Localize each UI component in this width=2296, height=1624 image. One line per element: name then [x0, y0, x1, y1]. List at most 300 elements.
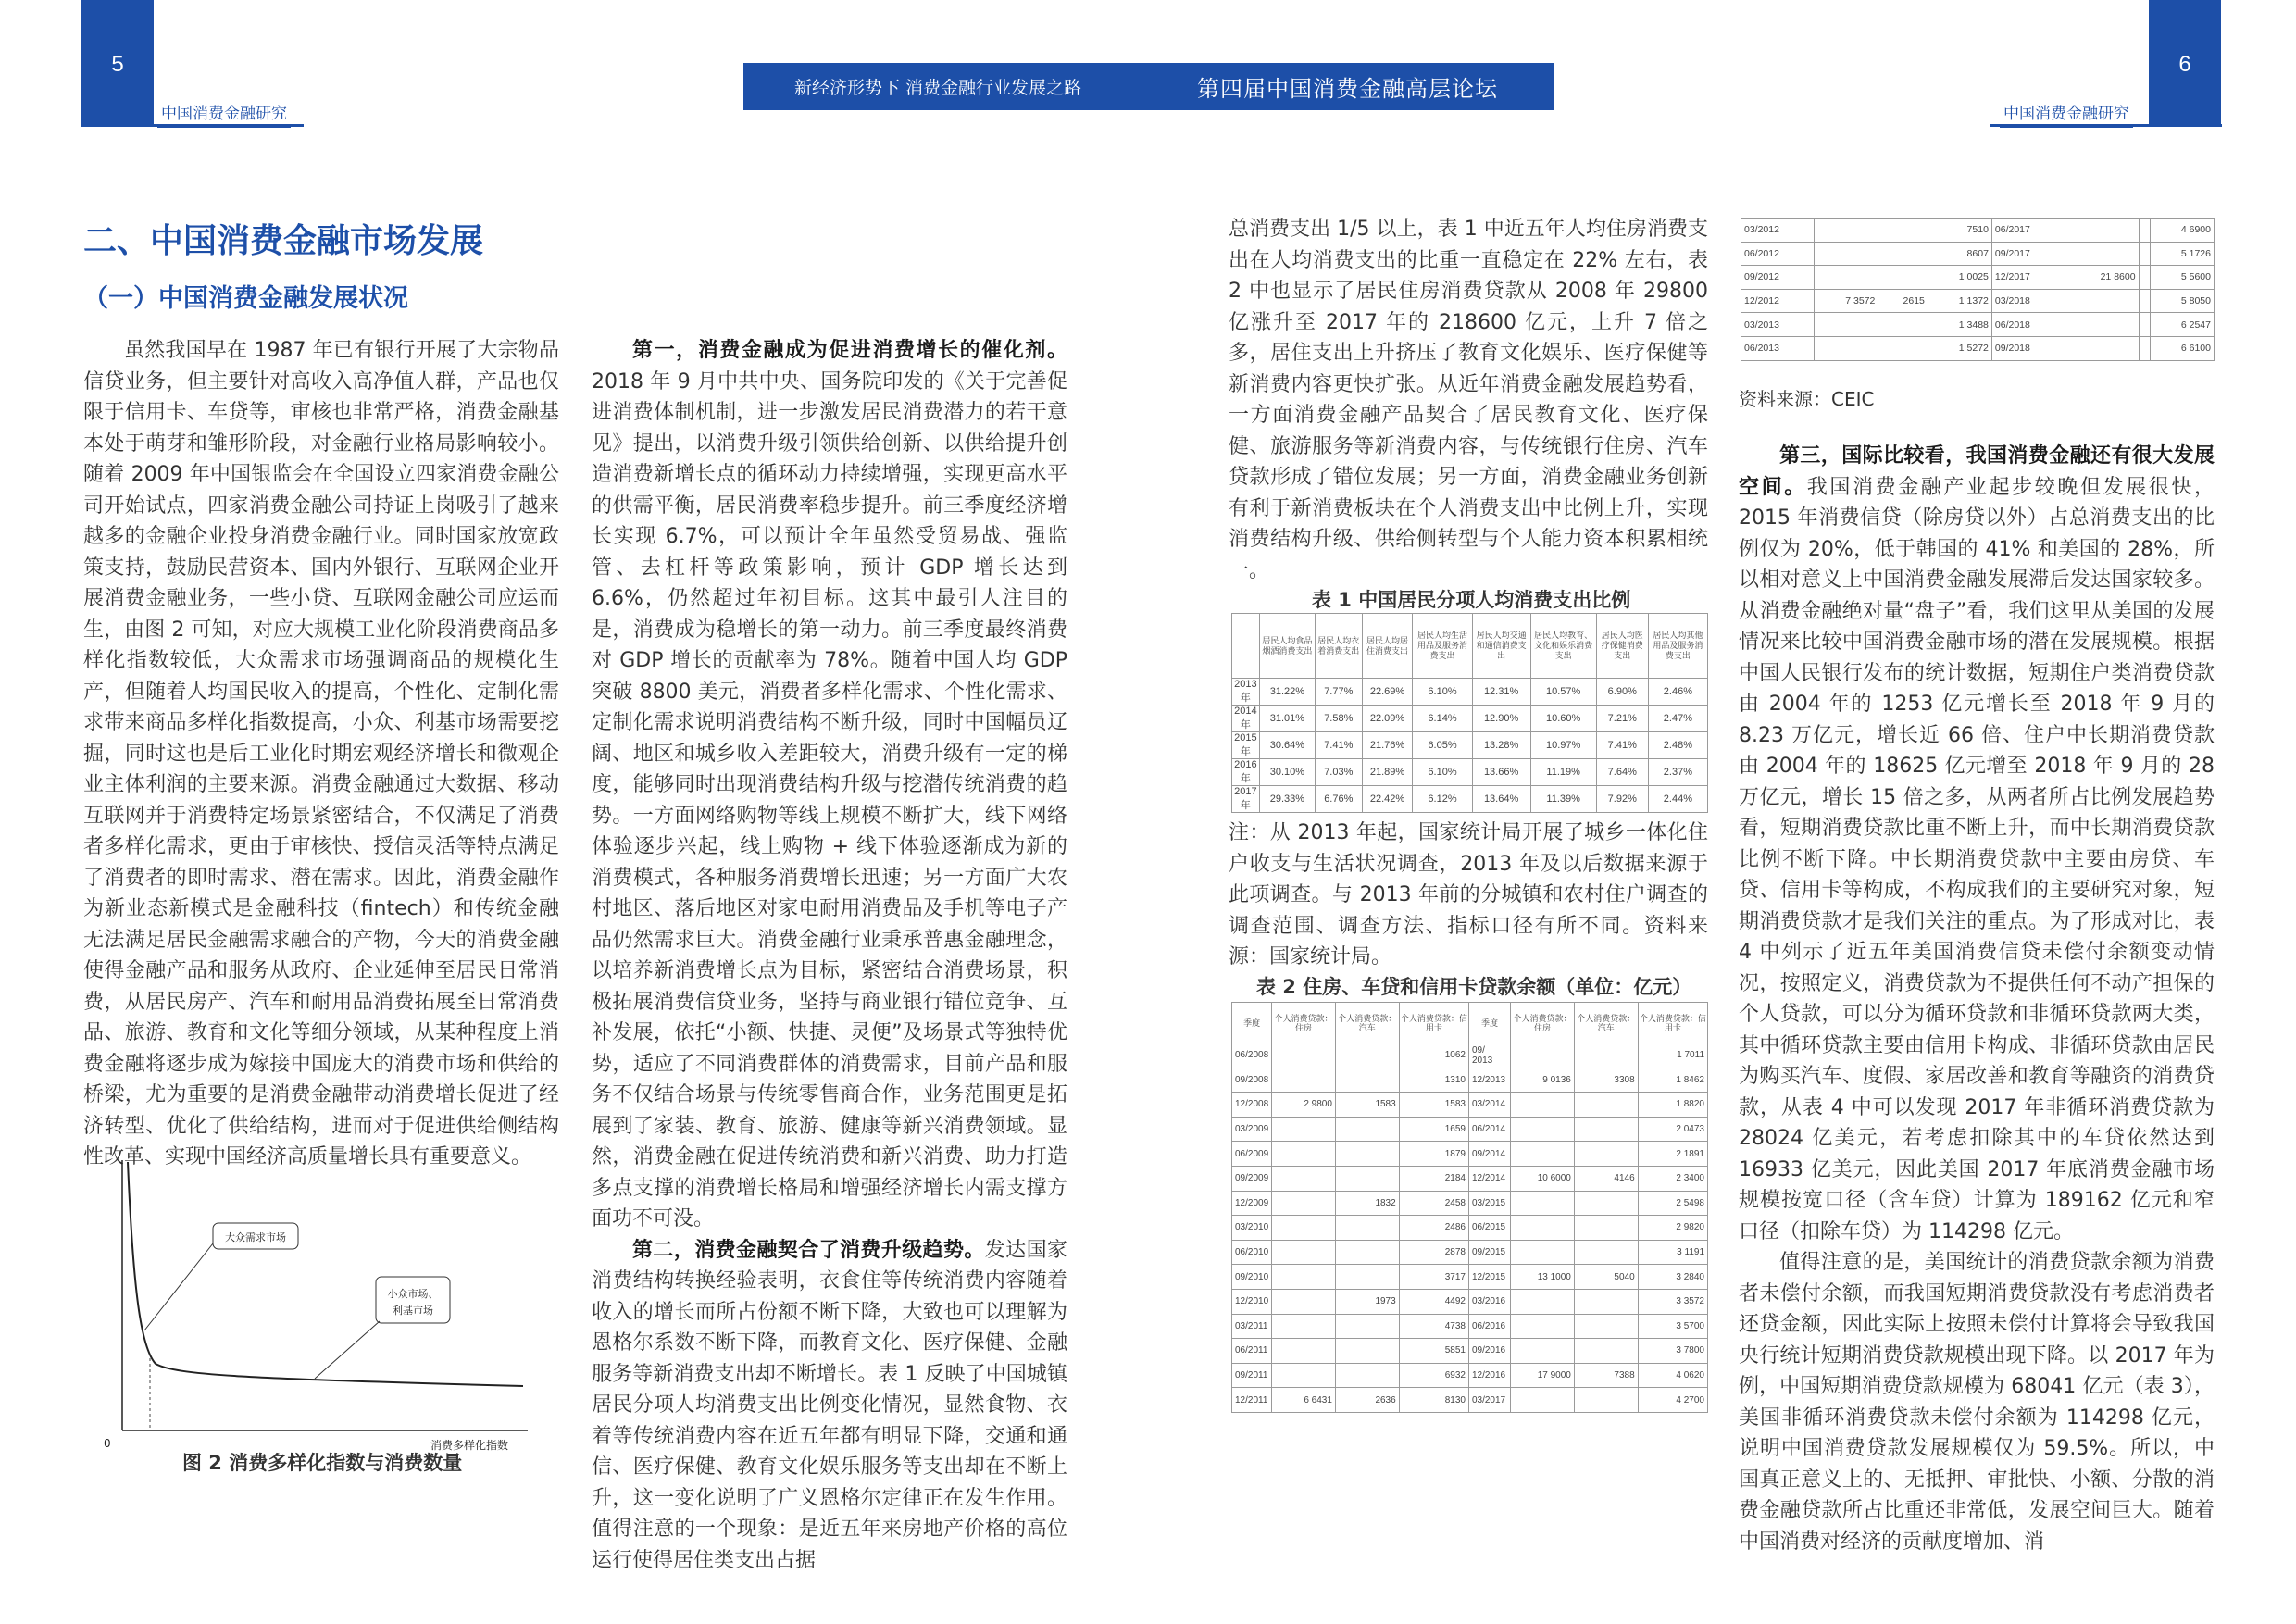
table-header-cell: 居民人均交通和通信消费支出 — [1472, 614, 1530, 679]
table-cell — [2139, 242, 2150, 266]
table-cell: 3308 — [1574, 1068, 1638, 1093]
table-cell: 12/2016 — [1468, 1363, 1510, 1388]
brand-label-left: 中国消费金融研究 — [157, 100, 291, 128]
table-cell: 03/2017 — [1468, 1388, 1510, 1413]
table-1-note: 注：从 2013 年起，国家统计局开展了城乡一体化住户收支与生活状况调查，2013 年及以后数据来源于此项调查。与 2013 年前的分城镇和农村住户调查的调查范围、调查方法、指标口径有所不同。资料来源：国家统计局。 — [1229, 821, 1708, 968]
origin-label: 0 — [104, 1437, 111, 1450]
table-cell: 1 8462 — [1638, 1068, 1707, 1093]
figure-2-chart — [102, 1153, 537, 1458]
table-cell: 2015 年 — [1232, 732, 1260, 759]
table-row — [1232, 1363, 1708, 1388]
table-cell: 09/2008 — [1232, 1068, 1272, 1093]
table-cell: 2.37% — [1648, 759, 1707, 786]
table-header-cell: 居民人均其他用品及服务消费支出 — [1648, 614, 1707, 679]
table-cell: 1583 — [1335, 1093, 1399, 1118]
paragraph-body: 我国消费金融产业起步较晚但发展很快，2015 年消费信贷（除房贷以外）占总消费支出的比例仅为 20%，低于韩国的 41% 和美国的 28%，所以相对意义上中国消费金融发展滞后发达国家较多。从消费金融绝对量“盘子”看，我们这里从美国的发展情况来比较中国消费金融市场的潜在发展规模。根据中国人民银行发布的统计数据，短期住户类消费贷款由 2004 年的 1253 亿元增长至 2018 年 9 月的 8.23 万亿元，增长近 66 倍、住户中长期消费贷款由 2004 年的 18625 亿元增至 2018 年 9 月的 28 万亿元，增长 15 倍之多，从两者所占比例发展趋势看，短期消费贷款比重不断上升，而中长期消费贷款比例不断下降。中长期消费贷款中主要由房贷、车贷、信用卡等构成，不构成我们的主要研究对象，短期消费贷款才是我们关注的重点。为了形成对比，表 4 中列示了近五年美国消费信贷未偿付余额变动情况，按照定义，消费贷款为不提供任何不动产担保的个人贷款，可以分为循环贷款和非循环贷款两大类，其中循环贷款主要由信用卡构成、非循环贷款由居民为购买汽车、度假、家居改善和教育等融资的消费贷款，从表 4 中可以发现 2017 年非循环消费贷款为 28024 亿美元，若考虑扣除其中的车贷依然达到 16933 亿美元，因此美国 2017 年底消费金融市场规模按宽口径（含车贷）计算为 189162 亿元和窄口径（扣除车贷）为 114298 亿元。 — [1739, 475, 2215, 1243]
table-row — [1232, 1142, 1708, 1167]
table-cell: 06/2017 — [1991, 219, 2065, 243]
table-1 — [1231, 613, 1708, 813]
x-axis-label: 消费多样化指数 — [430, 1439, 509, 1452]
section-subtitle: （一）中国消费金融发展状况 — [83, 284, 408, 313]
table-cell — [1335, 1117, 1399, 1142]
table-cell — [1878, 219, 1928, 243]
table-header-cell: 个人消费贷款：信用卡 — [1399, 1003, 1468, 1043]
table-cell: 10 6000 — [1511, 1166, 1575, 1191]
table-cell: 2 5498 — [1638, 1191, 1707, 1216]
table-row — [1232, 1093, 1708, 1118]
table-cell — [2065, 242, 2139, 266]
table-cell: 2486 — [1399, 1216, 1468, 1241]
table-cell: 09/2011 — [1232, 1363, 1272, 1388]
table-cell — [1272, 1043, 1336, 1068]
table-cell: 3 2840 — [1638, 1265, 1707, 1290]
table-cell: 2 9800 — [1272, 1093, 1336, 1118]
table-cell: 6.12% — [1413, 786, 1472, 813]
table-cell: 3717 — [1399, 1265, 1468, 1290]
page-number-right: 6 — [2149, 0, 2221, 126]
table-cell: 5 8050 — [2150, 289, 2214, 313]
table-header-cell: 个人消费贷款：汽车 — [1335, 1003, 1399, 1043]
paragraph-1 — [592, 335, 1067, 1235]
table-cell: 06/2014 — [1468, 1117, 1510, 1142]
table-cell — [1272, 1339, 1336, 1364]
table-cell — [1335, 1043, 1399, 1068]
table-cell: 12/2008 — [1232, 1093, 1272, 1118]
table-row — [1741, 289, 2215, 313]
table-cell: 1062 — [1399, 1043, 1468, 1068]
table-cell: 2636 — [1335, 1388, 1399, 1413]
header-divider-right — [1990, 124, 2222, 127]
table-cell: 13.64% — [1472, 786, 1530, 813]
table-cell: 09/2016 — [1468, 1339, 1510, 1364]
table-cell: 8130 — [1399, 1388, 1468, 1413]
table-cell: 06/2018 — [1991, 313, 2065, 337]
pointer-mass — [144, 1243, 213, 1330]
table-header-cell: 居民人均衣着消费支出 — [1316, 614, 1363, 679]
banner-subtitle: 新经济形势下 消费金融行业发展之路 — [794, 78, 1082, 98]
table-cell: 2 3400 — [1638, 1166, 1707, 1191]
demand-curve — [128, 1162, 523, 1386]
table-cell — [2139, 313, 2150, 337]
table-cell: 3 3572 — [1638, 1289, 1707, 1314]
table-header-cell: 季度 — [1468, 1003, 1510, 1043]
table-cell — [1574, 1240, 1638, 1265]
table-header-cell: 个人消费贷款：住房 — [1511, 1003, 1575, 1043]
table-row — [1232, 1289, 1708, 1314]
table-cell: 2013 年 — [1232, 679, 1260, 706]
table-cell: 10.60% — [1530, 706, 1596, 732]
table-cell: 6.76% — [1316, 786, 1363, 813]
table-2-caption: 表 2 住房、车贷和信用卡贷款余额（单位：亿元） — [1256, 976, 1692, 998]
table-cell: 22.69% — [1362, 679, 1413, 706]
table-cell: 06/2010 — [1232, 1240, 1272, 1265]
column-4 — [1739, 441, 2215, 1557]
table-cell: 06/2011 — [1232, 1339, 1272, 1364]
table-cell: 7 3572 — [1815, 289, 1878, 313]
table-cell: 6.10% — [1413, 759, 1472, 786]
table-cell — [2065, 313, 2139, 337]
table-cell — [1815, 313, 1878, 337]
table-cell: 2 9820 — [1638, 1216, 1707, 1241]
table-cell: 5040 — [1574, 1265, 1638, 1290]
table-cell: 1973 — [1335, 1289, 1399, 1314]
table-cell: 5 1726 — [2150, 242, 2214, 266]
table-cell — [1272, 1191, 1336, 1216]
y-axis-label — [102, 1157, 104, 1213]
table-cell — [1335, 1142, 1399, 1167]
table-cell — [1574, 1043, 1638, 1068]
table-cell: 09/2014 — [1468, 1142, 1510, 1167]
table-cell: 2.46% — [1648, 679, 1707, 706]
table-cell: 03/2016 — [1468, 1289, 1510, 1314]
table-cell: 1583 — [1399, 1093, 1468, 1118]
table-cell — [1272, 1068, 1336, 1093]
table-cell — [1272, 1216, 1336, 1241]
table-cell: 2615 — [1878, 289, 1928, 313]
table-cell: 03/2011 — [1232, 1314, 1272, 1339]
table-cell: 1879 — [1399, 1142, 1468, 1167]
table-cell — [1335, 1314, 1399, 1339]
table-cell: 3 1191 — [1638, 1240, 1707, 1265]
paragraph-lead: 第一，消费金融成为促进消费增长的催化剂。 — [632, 339, 1067, 362]
table-cell: 7388 — [1574, 1363, 1638, 1388]
table-cell — [2139, 219, 2150, 243]
table-cell: 4146 — [1574, 1166, 1638, 1191]
table-2-continued — [1741, 218, 2215, 361]
table-cell: 7.58% — [1316, 706, 1363, 732]
table-cell — [1511, 1142, 1575, 1167]
table-cell: 3 7800 — [1638, 1339, 1707, 1364]
table-header-cell: 居民人均医疗保健消费支出 — [1596, 614, 1648, 679]
table-header-row — [1232, 614, 1708, 679]
section-title: 二、中国消费金融市场发展 — [83, 222, 484, 260]
label-niche-line-1: 小众市场、 — [387, 1288, 439, 1300]
table-header-row — [1232, 1003, 1708, 1043]
table-cell: 09/2015 — [1468, 1240, 1510, 1265]
table-cell — [1335, 1068, 1399, 1093]
table-cell: 03/2015 — [1468, 1191, 1510, 1216]
table-cell: 12.31% — [1472, 679, 1530, 706]
table-cell: 30.10% — [1259, 759, 1315, 786]
table-cell: 7.64% — [1596, 759, 1648, 786]
table-cell: 6 2547 — [2150, 313, 2214, 337]
table-cell: 29.33% — [1259, 786, 1315, 813]
table-cell — [1511, 1314, 1575, 1339]
table-cell: 8607 — [1928, 242, 1991, 266]
table-row — [1232, 1191, 1708, 1216]
table-cell — [1272, 1314, 1336, 1339]
table-cell: 12/2010 — [1232, 1289, 1272, 1314]
table-cell: 2.44% — [1648, 786, 1707, 813]
table-cell: 4 0620 — [1638, 1363, 1707, 1388]
table-cell — [1511, 1216, 1575, 1241]
table-row — [1741, 219, 2215, 243]
table-header-cell: 居民人均教育、文化和娱乐消费支出 — [1530, 614, 1596, 679]
table-cell: 2014 年 — [1232, 706, 1260, 732]
table-cell: 1 7011 — [1638, 1043, 1707, 1068]
table-header-cell: 居民人均生活用品及服务消费支出 — [1413, 614, 1472, 679]
table-cell: 2.47% — [1648, 706, 1707, 732]
table-cell: 2 1891 — [1638, 1142, 1707, 1167]
table-cell — [1272, 1166, 1336, 1191]
table-cell — [1815, 336, 1878, 360]
paragraph-2 — [592, 1235, 1067, 1577]
table-cell: 06/2016 — [1468, 1314, 1510, 1339]
page-number-left: 5 — [81, 0, 154, 126]
table-cell: 12/2014 — [1468, 1166, 1510, 1191]
table-cell — [1335, 1166, 1399, 1191]
table-cell: 4492 — [1399, 1289, 1468, 1314]
table-cell: 10.97% — [1530, 732, 1596, 759]
table-cell: 09/2018 — [1991, 336, 2065, 360]
table-cell: 5851 — [1399, 1339, 1468, 1364]
table-cell: 6 6431 — [1272, 1388, 1336, 1413]
table-cell — [1878, 313, 1928, 337]
table-cell: 7510 — [1928, 219, 1991, 243]
column-1 — [83, 335, 559, 1173]
table-cell: 22.09% — [1362, 706, 1413, 732]
paragraph-body: 2018 年 9 月中共中央、国务院印发的《关于完善促进消费体制机制，进一步激发居民消费潜力的若干意见》提出，以消费升级引领供给创新、以供给提升创造消费新增长点的循环动力持续增强，实现更高水平的供需平衡，居民消费率稳步提升。前三季度经济增长实现 6.7%，可以预计全年虽然受贸易战、强监管、去杠杆等政策影响，预计 GDP 增长达到 6.6%，仍然超过年初目标。这其中最引人注目的是，消费成为稳增长的第一动力。前三季度最终消费对 GDP 增长的贡献率为 78%。随着中国人均 GDP 突破 8800 美元，消费者多样化需求、个性化需求、定制化需求说明消费结构不断升级，同时中国幅员辽阔、地区和城乡收入差距较大，消费升级有一定的梯度，能够同时出现消费结构升级与挖潜传统消费的趋势。一方面网络购物等线上规模不断扩大，线下网络体验逐步兴起，线上购物 + 线下体验逐渐成为新的消费模式，各种服务消费增长迅速；另一方面广大农村地区、落后地区对家电耐用消费品及手机等电子产品仍然需求巨大。消费金融行业秉承普惠金融理念，以培养新消费增长点为目标，紧密结合消费场景，积极拓展消费信贷业务，坚持与商业银行错位竞争、互补发展，依托“小额、快捷、灵便”及场景式等独特优势，适应了不同消费群体的消费需求，目前产品和服务不仅结合场景与传统零售商合作，业务范围更是拓展到了家装、教育、旅游、健康等新兴消费领域。显然，消费金融在促进传统消费和新兴消费、助力打造多点支撑的消费增长格局和增强经济增长内需支撑方面功不可没。 — [592, 369, 1067, 1230]
label-mass-market: 大众需求市场 — [225, 1231, 286, 1243]
table-cell: 09/2010 — [1232, 1265, 1272, 1290]
table-cell: 2017 年 — [1232, 786, 1260, 813]
table-cell: 6.90% — [1596, 679, 1648, 706]
figure-2-caption: 图 2 消费多样化指数与消费数量 — [182, 1452, 463, 1474]
table-cell: 06/2015 — [1468, 1216, 1510, 1241]
table-row — [1232, 1339, 1708, 1364]
table-cell — [1335, 1265, 1399, 1290]
table-cell — [1815, 219, 1878, 243]
table-cell — [1574, 1216, 1638, 1241]
table-cell: 7.21% — [1596, 706, 1648, 732]
table-row — [1232, 1216, 1708, 1241]
paragraph: 虽然我国早在 1987 年已有银行开展了大宗物品信贷业务，但主要针对高收入高净值人群，产品也仅限于信用卡、车贷等，审核也非常严格，消费金融基本处于萌芽和雏形阶段，对金融行业格局影响较小。随着 2009 年中国银监会在全国设立四家消费金融公司开始试点，四家消费金融公司持证上岗吸引了越来越多的金融企业投身消费金融行业。同时国家放宽政策支持，鼓励民营资本、国内外银行、互联网企业开展消费金融业务，一些小贷、互联网金融公司应运而生，由图 2 可知，对应大规模工业化阶段消费商品多样化指数较低，大众需求市场强调商品的规模化生产，但随着人均国民收入的提高，个性化、定制化需求带来商品多样化指数提高，小众、利基市场需要挖掘，同时这也是后工业化时期宏观经济增长和微观企业主体利润的主要来源。消费金融通过大数据、移动互联网并于消费特定场景紧密结合，不仅满足了消费者多样化需求，更由于审核快、授信灵活等特点满足了消费者的即时需求、潜在需求。因此，消费金融作为新业态新模式是金融科技（fintech）和传统金融无法满足居民金融需求融合的产物，今天的消费金融使得金融产品和服务从政府、企业延伸至居民日常消费，从居民房产、汽车和耐用品消费拓展至日常消费品、旅游、教育和文化等细分领域，从某种程度上消费金融将逐步成为嫁接中国庞大的消费市场和供给的桥梁，尤为重要的是消费金融带动消费增长促进了经济转型、优化了供给结构，进而对于促进供给侧结构性改革、实现中国经济高质量增长具有重要意义。 — [83, 339, 559, 1168]
table-header-cell: 居民人均居住消费支出 — [1362, 614, 1413, 679]
table-row — [1741, 242, 2215, 266]
table-header-cell: 居民人均食品烟酒消费支出 — [1259, 614, 1315, 679]
table-cell: 1659 — [1399, 1117, 1468, 1142]
table-cell — [1511, 1117, 1575, 1142]
table-cell: 03/2013 — [1741, 313, 1815, 337]
table-cell: 17 9000 — [1511, 1363, 1575, 1388]
table-cell: 06/2013 — [1741, 336, 1815, 360]
table-cell — [2139, 336, 2150, 360]
table-cell: 12/2017 — [1991, 266, 2065, 290]
table-cell: 03/2010 — [1232, 1216, 1272, 1241]
table-cell: 1 8820 — [1638, 1093, 1707, 1118]
table-row — [1741, 313, 2215, 337]
table-cell: 1 3488 — [1928, 313, 1991, 337]
table-cell: 09/2012 — [1741, 266, 1815, 290]
table-row — [1741, 266, 2215, 290]
table-cell: 2.48% — [1648, 732, 1707, 759]
table-cell: 12/2013 — [1468, 1068, 1510, 1093]
table-row — [1232, 786, 1708, 813]
table-cell — [1878, 266, 1928, 290]
table-cell: 03/2009 — [1232, 1117, 1272, 1142]
table-cell: 5 5600 — [2150, 266, 2214, 290]
table-cell — [1815, 242, 1878, 266]
paragraph-lead: 第三，国际比较看，我国消费金融还有很大发展空间。 — [1739, 444, 2215, 499]
table-cell: 1832 — [1335, 1191, 1399, 1216]
table-cell: 13.28% — [1472, 732, 1530, 759]
table-row — [1232, 706, 1708, 732]
paragraph-body: 发达国家消费结构转换经验表明，衣食住等传统消费内容随着收入的增长而所占份额不断下降，大致也可以理解为恩格尔系数不断下降，而教育文化、医疗保健、金融服务等新消费支出却不断增长。表 1 反映了中国城镇居民分项人均消费支出比例变化情况，显然食物、衣着等传统消费内容在近五年都有明显下降，交通和通信、医疗保健、教育文化娱乐服务等支出却在不断上升，这一变化说明了广义恩格尔定律正在发生作用。值得注意的一个现象：是近五年来房地产价格的高位运行使得居住类支出占据 — [592, 1238, 1067, 1572]
table-cell: 12/2012 — [1741, 289, 1815, 313]
table-cell: 6932 — [1399, 1363, 1468, 1388]
table-cell: 21.76% — [1362, 732, 1413, 759]
table-cell — [1272, 1289, 1336, 1314]
table-cell — [1815, 266, 1878, 290]
table-source: 资料来源：CEIC — [1739, 388, 1875, 410]
y-axis-label-wrap — [102, 1157, 113, 1231]
table-cell: 2 0473 — [1638, 1117, 1707, 1142]
table-cell: 06/2012 — [1741, 242, 1815, 266]
table-cell: 3 5700 — [1638, 1314, 1707, 1339]
table-cell: 1310 — [1399, 1068, 1468, 1093]
table-row — [1232, 1265, 1708, 1290]
table-row — [1232, 759, 1708, 786]
table-cell — [1272, 1240, 1336, 1265]
table-cell — [1511, 1093, 1575, 1118]
table-cell — [1511, 1240, 1575, 1265]
table-cell — [1272, 1142, 1336, 1167]
table-cell — [1574, 1142, 1638, 1167]
table-cell: 6.14% — [1413, 706, 1472, 732]
table-cell — [1511, 1339, 1575, 1364]
table-cell — [1335, 1240, 1399, 1265]
table-cell — [1574, 1388, 1638, 1413]
table-cell: 6.10% — [1413, 679, 1472, 706]
table-cell: 6 6100 — [2150, 336, 2214, 360]
header-banner — [743, 63, 1554, 110]
table-cell: 03/2014 — [1468, 1093, 1510, 1118]
table-cell: 4738 — [1399, 1314, 1468, 1339]
table-cell: 09/2009 — [1232, 1166, 1272, 1191]
table-cell: 1 0025 — [1928, 266, 1991, 290]
table-header-cell: 个人消费贷款：汽车 — [1574, 1003, 1638, 1043]
table-cell: 12/2015 — [1468, 1265, 1510, 1290]
table-cell — [1574, 1339, 1638, 1364]
table-row — [1741, 336, 2215, 360]
table-header-cell: 个人消费贷款：信用卡 — [1638, 1003, 1707, 1043]
table-cell — [1335, 1216, 1399, 1241]
table-row — [1232, 1166, 1708, 1191]
table-cell: 4 2700 — [1638, 1388, 1707, 1413]
table-cell — [1511, 1191, 1575, 1216]
paragraph-2: 值得注意的是，美国统计的消费贷款余额为消费者未偿付余额，而我国短期消费贷款没有考虑消费者还贷金额，因此实际上按照未偿付计算将会导致我国央行统计短期消费贷款规模出现下降。以 2017 年为例，中国短期消费贷款规模为 68041 亿元（表 3），美国非循环消费贷款未偿付余额为 114298 亿元，说明中国消费贷款发展规模仅为 59.5%。所以，中国真正意义上的、无抵押、审批快、小额、分散的消费金融贷款所占比重还非常低，发展空间巨大。随着中国消费对经济的贡献度增加、消 — [1739, 1251, 2215, 1554]
table-cell: 1 1372 — [1928, 289, 1991, 313]
table-cell: 6.05% — [1413, 732, 1472, 759]
table-cell — [1272, 1265, 1336, 1290]
table-row — [1232, 679, 1708, 706]
table-cell: 7.03% — [1316, 759, 1363, 786]
table-row — [1232, 1043, 1708, 1068]
table-cell: 12/2009 — [1232, 1191, 1272, 1216]
table-cell — [1878, 242, 1928, 266]
table-cell — [1574, 1314, 1638, 1339]
column-3 — [1229, 214, 1708, 586]
table-cell — [2139, 266, 2150, 290]
table-cell: 2458 — [1399, 1191, 1468, 1216]
table-cell: 13.66% — [1472, 759, 1530, 786]
table-cell: 03/2018 — [1991, 289, 2065, 313]
table-cell — [1511, 1289, 1575, 1314]
table-row — [1232, 1068, 1708, 1093]
table-cell: 2878 — [1399, 1240, 1468, 1265]
table-cell — [1511, 1043, 1575, 1068]
table-cell: 2184 — [1399, 1166, 1468, 1191]
table-cell — [2139, 289, 2150, 313]
table-cell: 09/2017 — [1991, 242, 2065, 266]
table-cell: 9 0136 — [1511, 1068, 1575, 1093]
table-cell: 12/2011 — [1232, 1388, 1272, 1413]
column-2 — [592, 335, 1067, 1576]
table-cell: 21 8600 — [2065, 266, 2139, 290]
table-cell: 13 1000 — [1511, 1265, 1575, 1290]
table-cell: 2016 年 — [1232, 759, 1260, 786]
table-cell: 11.39% — [1530, 786, 1596, 813]
table-cell — [2065, 289, 2139, 313]
table-cell — [1574, 1117, 1638, 1142]
table-2 — [1231, 1002, 1708, 1413]
table-cell — [1574, 1289, 1638, 1314]
table-header-cell — [1232, 614, 1260, 679]
table-cell — [1272, 1117, 1336, 1142]
table-cell: 22.42% — [1362, 786, 1413, 813]
table-1-caption: 表 1 中国居民分项人均消费支出比例 — [1312, 589, 1631, 611]
table-cell: 31.01% — [1259, 706, 1315, 732]
paragraph: 总消费支出 1/5 以上，表 1 中近五年人均住房消费支出在人均消费支出的比重一直稳定在 22% 左右，表 2 中也显示了居民住房消费贷款从 2008 年 29800 亿涨升至 2017 年的 218600 亿元，上升 7 倍之多，居住支出上升挤压了教育文化娱乐、医疗保健等新消费内容更快扩张。从近年消费金融发展趋势看，一方面消费金融产品契合了居民教育文化、医疗保健、旅游服务等新消费内容，与传统银行住房、汽车贷款形成了错位发展；另一方面，消费金融业务创新有利于新消费板块在个人消费支出中比例上升，实现消费结构升级、供给侧转型与个人能力资本积累相统一。 — [1229, 218, 1708, 582]
table-cell: 7.92% — [1596, 786, 1648, 813]
table-cell: 09/ 2013 — [1468, 1043, 1510, 1068]
paragraph-1 — [1739, 441, 2215, 1247]
label-niche-line-2: 利基市场 — [393, 1305, 433, 1317]
table-cell — [1335, 1339, 1399, 1364]
brand-label-right: 中国消费金融研究 — [2000, 100, 2133, 128]
table-cell — [1574, 1093, 1638, 1118]
table-cell: 1 5272 — [1928, 336, 1991, 360]
table-cell: 11.19% — [1530, 759, 1596, 786]
table-cell — [1574, 1191, 1638, 1216]
table-cell: 7.77% — [1316, 679, 1363, 706]
paragraph-lead: 第二，消费金融契合了消费升级趋势。 — [632, 1238, 985, 1262]
table-row — [1232, 1388, 1708, 1413]
table-row — [1232, 1240, 1708, 1265]
table-header-cell: 季度 — [1232, 1003, 1272, 1043]
table-cell: 03/2012 — [1741, 219, 1815, 243]
table-header-cell: 个人消费贷款：住房 — [1272, 1003, 1336, 1043]
table-cell — [2065, 336, 2139, 360]
table-cell: 7.41% — [1596, 732, 1648, 759]
table-cell: 10.57% — [1530, 679, 1596, 706]
table-row — [1232, 1117, 1708, 1142]
pointer-niche — [315, 1321, 380, 1379]
table-cell — [1335, 1363, 1399, 1388]
table-cell — [1272, 1363, 1336, 1388]
table-cell — [1878, 336, 1928, 360]
table-cell: 21.89% — [1362, 759, 1413, 786]
header-divider-left — [81, 124, 304, 127]
table-cell: 06/2009 — [1232, 1142, 1272, 1167]
table-cell: 4 6900 — [2150, 219, 2214, 243]
table-cell: 12.90% — [1472, 706, 1530, 732]
table-cell — [1511, 1388, 1575, 1413]
table-row — [1232, 1314, 1708, 1339]
table-cell: 06/2008 — [1232, 1043, 1272, 1068]
table-row — [1232, 732, 1708, 759]
table-cell: 31.22% — [1259, 679, 1315, 706]
